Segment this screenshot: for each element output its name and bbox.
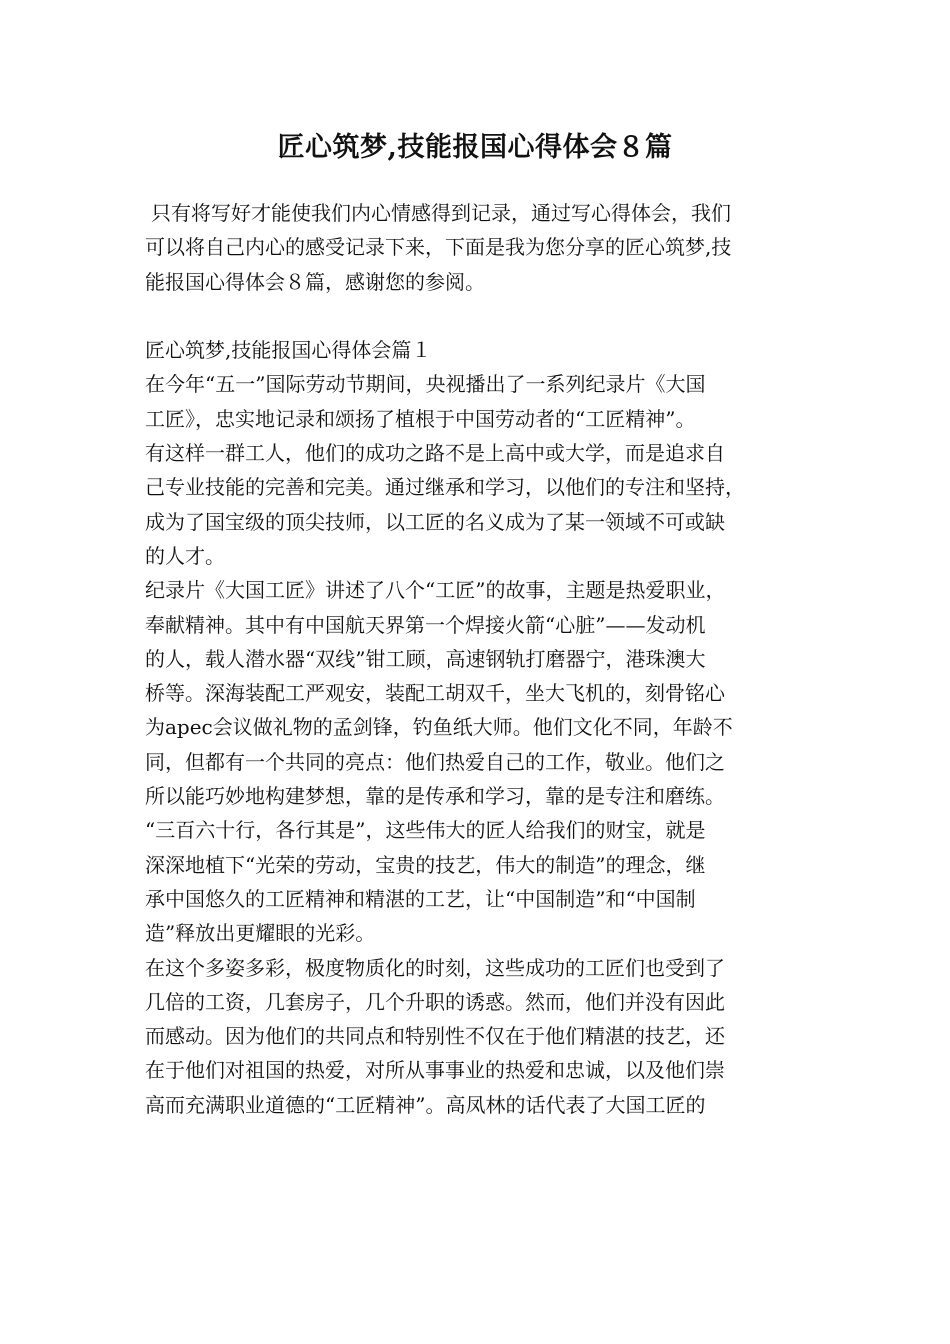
section-heading: 匠心筑梦,技能报国心得体会篇１ xyxy=(145,338,432,363)
body-line: 在于他们对祖国的热爱，对所从事事业的热爱和忠诚，以及他们崇 xyxy=(145,1058,725,1083)
body-line: 桥等。深海装配工严观安，装配工胡双千，坐大飞机的，刻骨铭心 xyxy=(145,681,725,706)
intro-line: 可以将自己内心的感受记录下来，下面是我为您分享的匠心筑梦,技 xyxy=(145,235,732,260)
document-body xyxy=(145,196,835,1122)
body-line: 几倍的工资，几套房子，几个升职的诱惑。然而，他们并没有因此 xyxy=(145,989,725,1014)
body-line: 的人，载人潜水器“双线”钳工顾，高速钢轨打磨器宁，港珠澳大 xyxy=(145,646,706,671)
body-line: 的人才。 xyxy=(145,543,225,568)
document-title: 匠心筑梦,技能报国心得体会８篇 xyxy=(277,132,673,163)
body-line: “三百六十行，各行其是”，这些伟大的匠人给我们的财宝，就是 xyxy=(145,818,706,843)
body-line: 成为了国宝级的顶尖技师，以工匠的名义成为了某一领域不可或缺 xyxy=(145,509,725,534)
body-line: 在这个多姿多彩，极度物质化的时刻，这些成功的工匠们也受到了 xyxy=(145,955,725,980)
body-line: 在今年“五一”国际劳动节期间，央视播出了一系列纪录片《大国 xyxy=(145,372,706,397)
body-line: 造”释放出更耀眼的光彩。 xyxy=(145,921,376,946)
paragraph-spacer xyxy=(145,299,835,333)
body-line: 高而充满职业道德的“工匠精神”。高凤林的话代表了大国工匠的 xyxy=(145,1092,706,1117)
body-line: 承中国悠久的工匠精神和精湛的工艺，让“中国制造”和“中国制 xyxy=(145,886,696,911)
intro-line: 能报国心得体会８篇，感谢您的参阅。 xyxy=(145,269,485,294)
body-line: 纪录片《大国工匠》讲述了八个“工匠”的故事，主题是热爱职业， xyxy=(145,578,726,603)
body-line: 奉献精神。其中有中国航天界第一个焊接火箭“心脏”——发动机 xyxy=(145,612,706,637)
body-line: 工匠》，忠实地记录和颂扬了植根于中国劳动者的“工匠精神”。 xyxy=(145,406,696,431)
body-line: 而感动。因为他们的共同点和特别性不仅在于他们精湛的技艺，还 xyxy=(145,1024,725,1049)
body-line: 同，但都有一个共同的亮点：他们热爱自己的工作，敬业。他们之 xyxy=(145,749,725,774)
body-line: 己专业技能的完善和完美。通过继承和学习，以他们的专注和坚持， xyxy=(145,475,745,500)
intro-line: 只有将写好才能使我们内心情感得到记录，通过写心得体会，我们 xyxy=(151,201,731,225)
body-line: 所以能巧妙地构建梦想，靠的是传承和学习，靠的是专注和磨练。 xyxy=(145,784,725,809)
body-line: 为apec会议做礼物的孟剑锋，钓鱼纸大师。他们文化不同，年龄不 xyxy=(145,715,733,740)
body-line: 有这样一群工人，他们的成功之路不是上高中或大学，而是追求自 xyxy=(145,441,725,466)
body-line: 深深地植下“光荣的劳动，宝贵的技艺，伟大的制造”的理念，继 xyxy=(145,852,706,877)
